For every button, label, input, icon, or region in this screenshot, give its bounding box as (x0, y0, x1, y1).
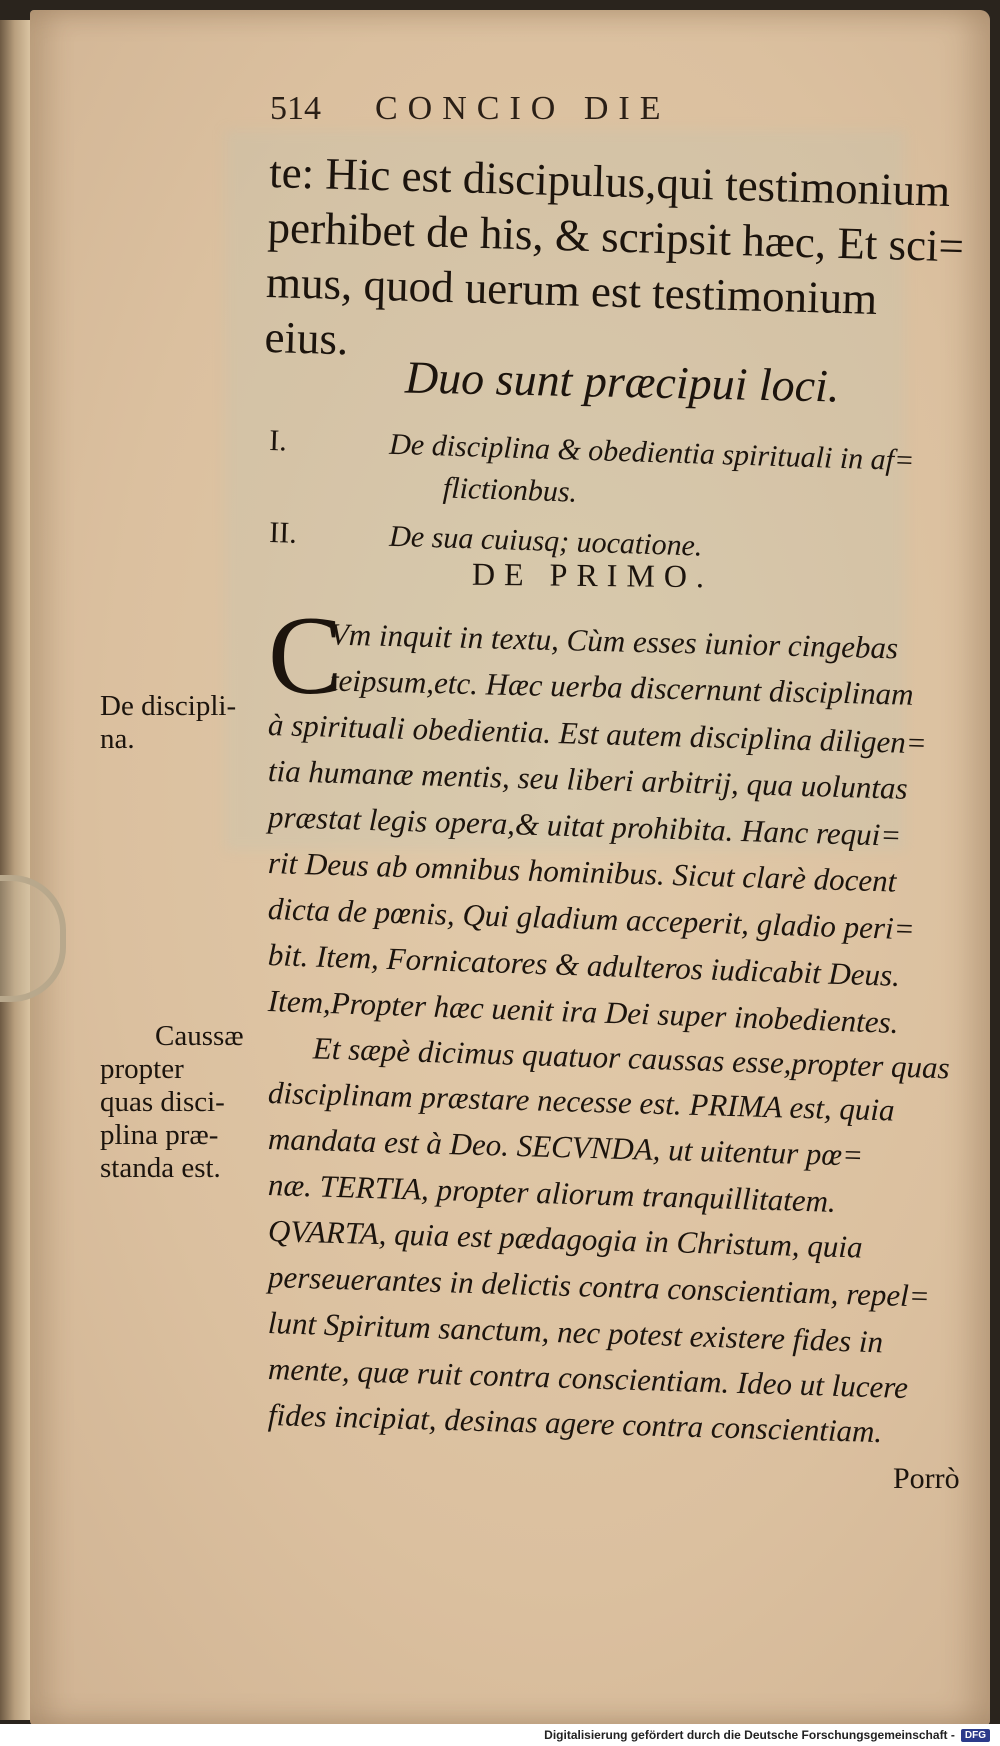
margin-note-line: na. (100, 723, 135, 755)
opening-line: perhibet de his, & scripsit hæc, Et sci= (267, 201, 965, 272)
text-line: dicta de pœnis, Qui gladium acceperit, gladio peri= (267, 891, 916, 947)
text-line: disciplinam præstare necesse est. PRIMA est, quia (267, 1075, 896, 1128)
opening-line: eius. (263, 311, 350, 365)
text-line: præstat legis opera,& uitat prohibita. Hanc requi= (267, 799, 902, 853)
main-text (267, 610, 988, 1450)
catchword: Porrò (893, 1462, 960, 1495)
text-line: Et sæpè dicimus quatuor caussas esse,propter quas (312, 1030, 951, 1086)
dfg-logo: DFG (961, 1729, 990, 1742)
locus-text: De disciplina & obedientia spirituali in af= (388, 427, 915, 478)
text-line: Item,Propter hæc uenit ira Dei super inobedientes. (267, 983, 900, 1041)
text-line: mente, quæ ruit contra conscientiam. Ideo ut lucere (267, 1351, 909, 1405)
locus-number: I. (268, 423, 288, 458)
margin-note-line: Caussæ (155, 1020, 244, 1052)
page-number: 514 (270, 90, 321, 127)
margin-note-line: plina præ- (100, 1119, 219, 1151)
text-line: tia humanæ mentis, seu liberi arbitrij, qua uoluntas (267, 753, 909, 806)
locus-number: II. (268, 515, 298, 550)
text-line: Vm inquit in textu, Cùm esses iunior cingebas (329, 616, 899, 666)
text-line: à spirituali obedientia. Est autem disciplina diligen= (267, 707, 928, 761)
running-title: CONCIO DIE (375, 90, 671, 127)
margin-note-line: De discipli- (100, 690, 237, 722)
text-line: perseuerantes in delictis contra conscientiam, repel= (267, 1259, 931, 1314)
text-line: næ. TERTIA, propter aliorum tranquillitatem. (267, 1167, 837, 1219)
text-line: rit Deus ab omnibus hominibus. Sicut clarè docent (267, 845, 897, 899)
section-title: Duo sunt præcipui loci. (404, 351, 840, 412)
subheading: DE PRIMO. (471, 555, 714, 595)
text-line: QVARTA, quia est pædagogia in Christum, quia (267, 1213, 864, 1265)
margin-note-line: standa est. (100, 1152, 221, 1184)
locus-text: De sua cuiusq; uocatione. (388, 519, 703, 563)
margin-note-line: propter (100, 1053, 184, 1085)
text-line: lunt Spiritum sanctum, nec potest existere fides in (267, 1305, 884, 1360)
opening-paragraph (263, 145, 990, 365)
margin-note (100, 690, 260, 756)
margin-note (100, 1020, 260, 1185)
digitization-footer (0, 1724, 1000, 1746)
text-line: mandata est à Deo. SECVNDA, ut uitentur pœ= (267, 1121, 864, 1173)
opening-line: mus, quod uerum est testimonium (265, 256, 878, 325)
drop-cap: C (268, 594, 343, 718)
locus-text-continued: flictionbus. (442, 471, 578, 509)
margin-note-line: quas disci- (100, 1086, 225, 1118)
locus-item (267, 420, 989, 527)
text-line: teipsum,etc. Hæc uerba discernunt disciplinam (329, 662, 914, 712)
loci-list (268, 420, 990, 563)
running-head (270, 90, 870, 128)
footer-credit: Digitalisierung gefördert durch die Deutsche Forschungsgemeinschaft - (544, 1728, 955, 1742)
opening-line: te: Hic est discipulus,qui testimonium (268, 146, 951, 217)
text-line: fides incipiat, desinas agere contra conscientiam. (267, 1397, 883, 1450)
text-line: bit. Item, Fornicatores & adulteros iudicabit Deus. (267, 937, 901, 993)
